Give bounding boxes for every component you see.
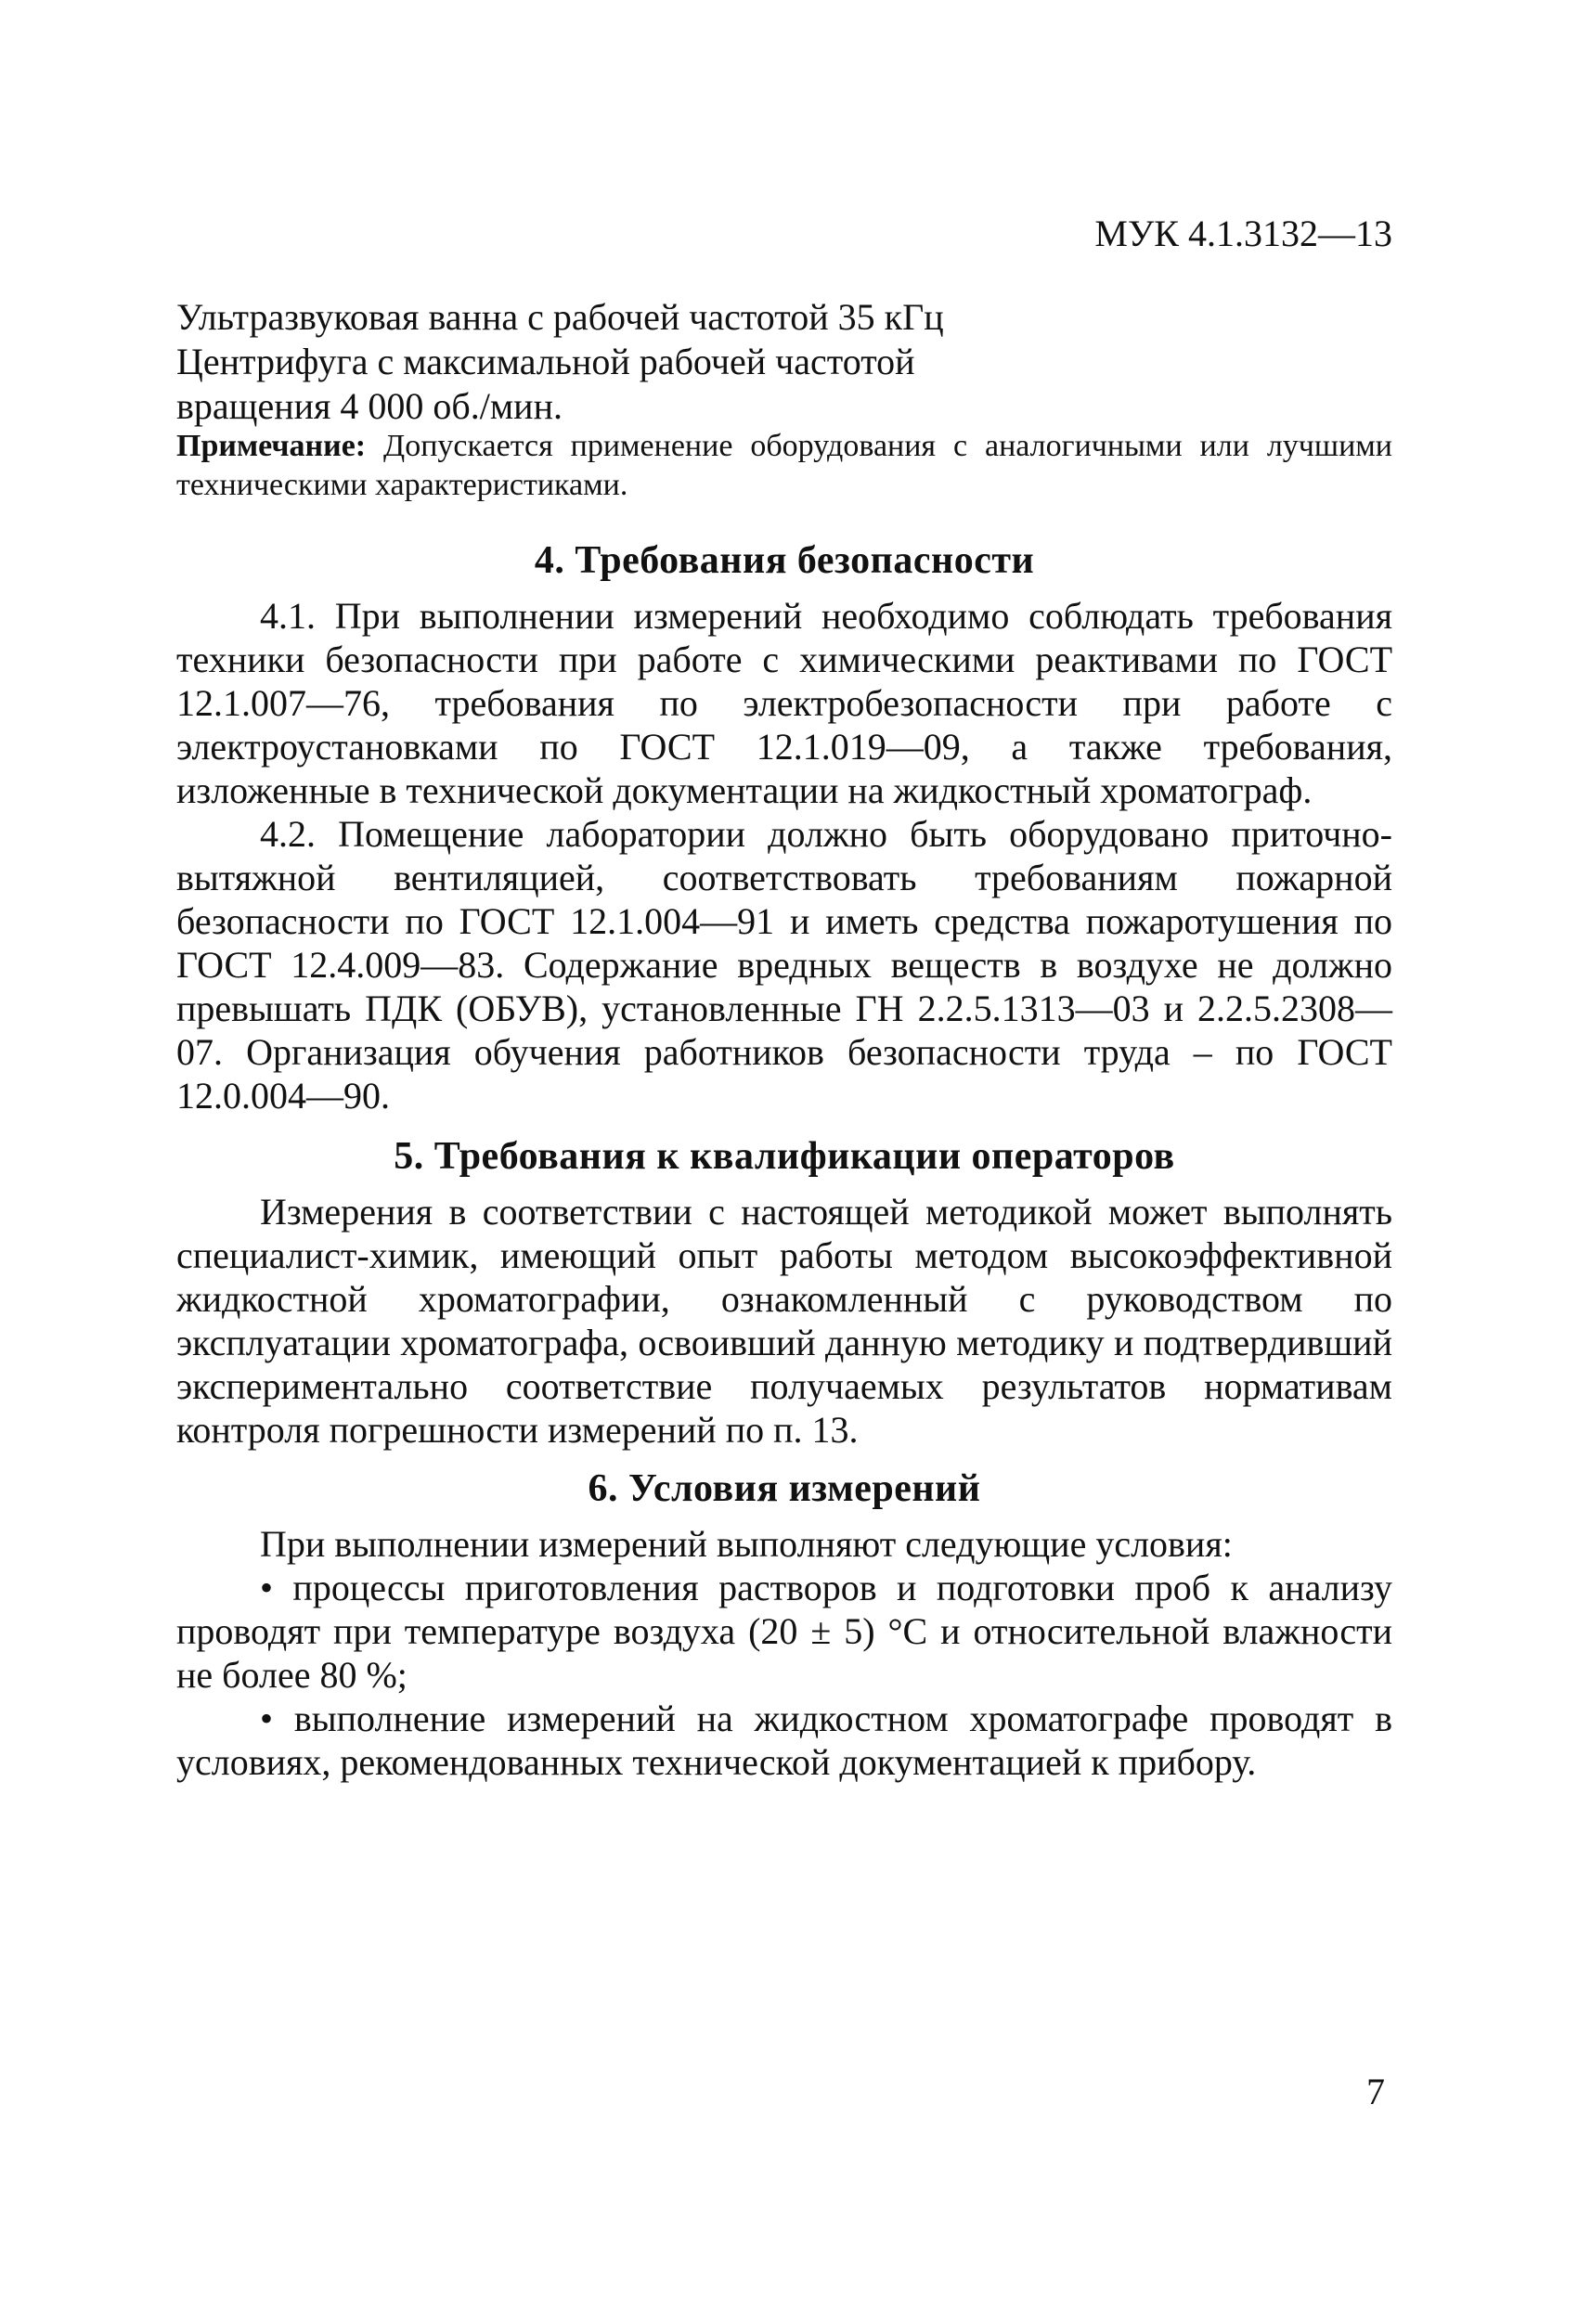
equipment-line: Центрифуга с максимальной рабочей частотой	[176, 341, 915, 382]
page-number: 7	[1366, 2071, 1385, 2112]
section-title: 6. Условия измерений	[588, 1467, 981, 1510]
paragraph: 4.2. Помещение лаборатории должно быть оборудовано приточно-вытяжной вентиляцией, соответствовать требованиям пожарной безопасности по ГОСТ 12.1.004—91 и иметь средства пожаротушения по ГОСТ 12.4.009—83. Содержание вредных веществ в воздухе не должно превышать ПДК (ОБУВ), установленные ГН 2.2.5.1313—03 и 2.2.5.2308—07. Организация обучения работников безопасности труда – по ГОСТ 12.0.004—90.	[176, 813, 1392, 1117]
bullet-item: • выполнение измерений на жидкостном хроматографе проводят в условиях, рекомендованных технической документацией к прибору.	[176, 1698, 1392, 1783]
document-page	[176, 0, 1392, 2324]
equipment-line: вращения 4 000 об./мин.	[176, 385, 563, 427]
section-title: 4. Требования безопасности	[534, 539, 1035, 582]
equipment-line: Ультразвуковая ванна с рабочей частотой 35 кГц	[176, 296, 944, 338]
note-text: Допускается применение оборудования с аналогичными или лучшими техническими характеристиками.	[176, 429, 1392, 502]
equipment-list	[176, 295, 1392, 429]
note-label: Примечание:	[176, 429, 367, 463]
equipment-note	[176, 427, 1392, 505]
section-safety	[176, 536, 1392, 1117]
section-conditions	[176, 1465, 1392, 1784]
section-qualification	[176, 1132, 1392, 1452]
bullet-item: • процессы приготовления растворов и подготовки проб к анализу проводят при температуре воздуха (20 ± 5) °С и относительной влажности не более 80 %;	[176, 1567, 1392, 1696]
paragraph: 4.1. При выполнении измерений необходимо соблюдать требования техники безопасности при работе с химическими реактивами по ГОСТ 12.1.007—76, требования по электробезопасности при работе с электроустановками по ГОСТ 12.1.019—09, а также требования, изложенные в технической документации на жидкостный хроматограф.	[176, 595, 1392, 811]
section-title: 5. Требования к квалификации операторов	[394, 1135, 1175, 1178]
document-code: МУК 4.1.3132—13	[1094, 213, 1392, 254]
paragraph: Измерения в соответствии с настоящей методикой может выполнять специалист-химик, имеющий опыт работы методом высокоэффективной жидкостной хроматографии, ознакомленный с руководством по эксплуатации хроматографа, освоивший данную методику и подтвердивший экспериментально соответствие получаемых результатов нормативам контроля погрешности измерений по п. 13.	[176, 1191, 1392, 1451]
paragraph: При выполнении измерений выполняют следующие условия:	[260, 1523, 1233, 1565]
